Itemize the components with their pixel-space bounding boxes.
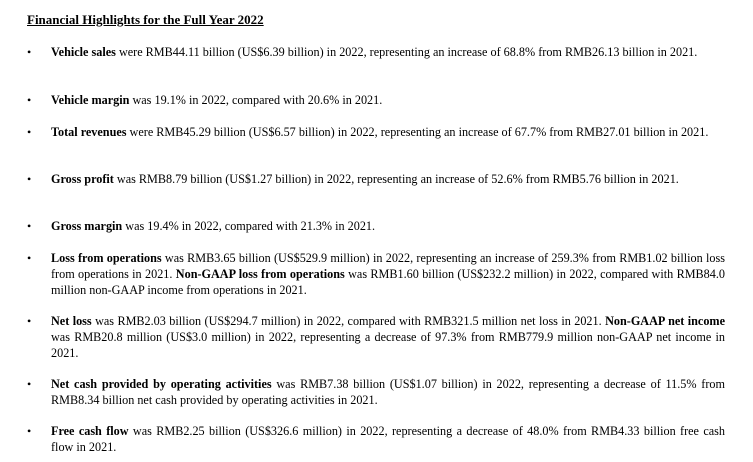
highlight-detail: was RMB1.60 billion (US$232.2 million) in 2022, compared with RMB84.0 million non-GAAP income from operations in 2021. [51,267,725,297]
highlight-detail: was RMB3.65 billion (US$529.9 million) in 2022, representing an increase of 259.3% from RMB1.02 billion loss from operations in 2021. [51,251,725,281]
section-heading: Financial Highlights for the Full Year 2022 [27,12,264,27]
highlight-term: Net cash provided by operating activities [51,377,272,391]
highlight-detail: was 19.1% in 2022, compared with 20.6% in 2021. [129,93,383,107]
bullet-icon: • [27,172,32,186]
bullet-icon: • [27,377,32,391]
highlight-text [51,423,725,455]
highlight-term: Net loss [51,314,92,328]
highlight-text [51,376,725,408]
highlight-term: Vehicle margin [51,93,130,107]
bullet-icon: • [27,314,32,328]
highlight-text [51,313,725,361]
highlight-term: Vehicle sales [51,45,116,59]
highlight-detail: was 19.4% in 2022, compared with 21.3% in 2021. [122,219,376,233]
highlight-term: Loss from operations [51,251,162,265]
bullet-icon: • [27,251,32,265]
bullet-icon: • [27,125,32,139]
highlight-term: Non-GAAP net income [605,314,725,328]
bullet-icon: • [27,424,32,438]
highlight-text [51,171,725,187]
highlight-term: Non-GAAP loss from operations [175,267,345,281]
highlight-text [51,218,725,234]
bullet-icon: • [27,219,32,233]
highlight-detail: were RMB44.11 billion (US$6.39 billion) in 2022, representing an increase of 68.8% from RMB26.13 billion in 2021. [115,45,698,59]
highlight-detail: was RMB2.25 billion (US$326.6 million) in 2022, representing a decrease of 48.0% from RMB4.33 billion free cash flow in 2021. [51,424,725,454]
bullet-icon: • [27,45,32,59]
highlight-detail: was RMB2.03 billion (US$294.7 million) in 2022, compared with RMB321.5 million net loss in 2021. [91,314,606,328]
highlight-term: Free cash flow [51,424,129,438]
highlight-text [51,92,725,108]
highlight-text [51,44,725,60]
highlight-text [51,124,725,140]
highlight-detail: was RMB8.79 billion (US$1.27 billion) in 2022, representing an increase of 52.6% from RMB5.76 billion in 2021. [113,172,679,186]
highlight-text [51,250,725,298]
highlight-term: Total revenues [51,125,127,139]
highlight-detail: was RMB7.38 billion (US$1.07 billion) in 2022, representing a decrease of 11.5% from RMB8.34 billion net cash provided by operating activities in 2021. [51,377,725,407]
highlight-term: Gross margin [51,219,123,233]
highlight-detail: were RMB45.29 billion (US$6.57 billion) in 2022, representing an increase of 67.7% from RMB27.01 billion in 2021. [126,125,709,139]
highlight-detail: was RMB20.8 million (US$3.0 million) in 2022, representing a decrease of 97.3% from RMB779.9 million non-GAAP net income in 2021. [51,330,725,360]
bullet-icon: • [27,93,32,107]
highlight-term: Gross profit [51,172,114,186]
